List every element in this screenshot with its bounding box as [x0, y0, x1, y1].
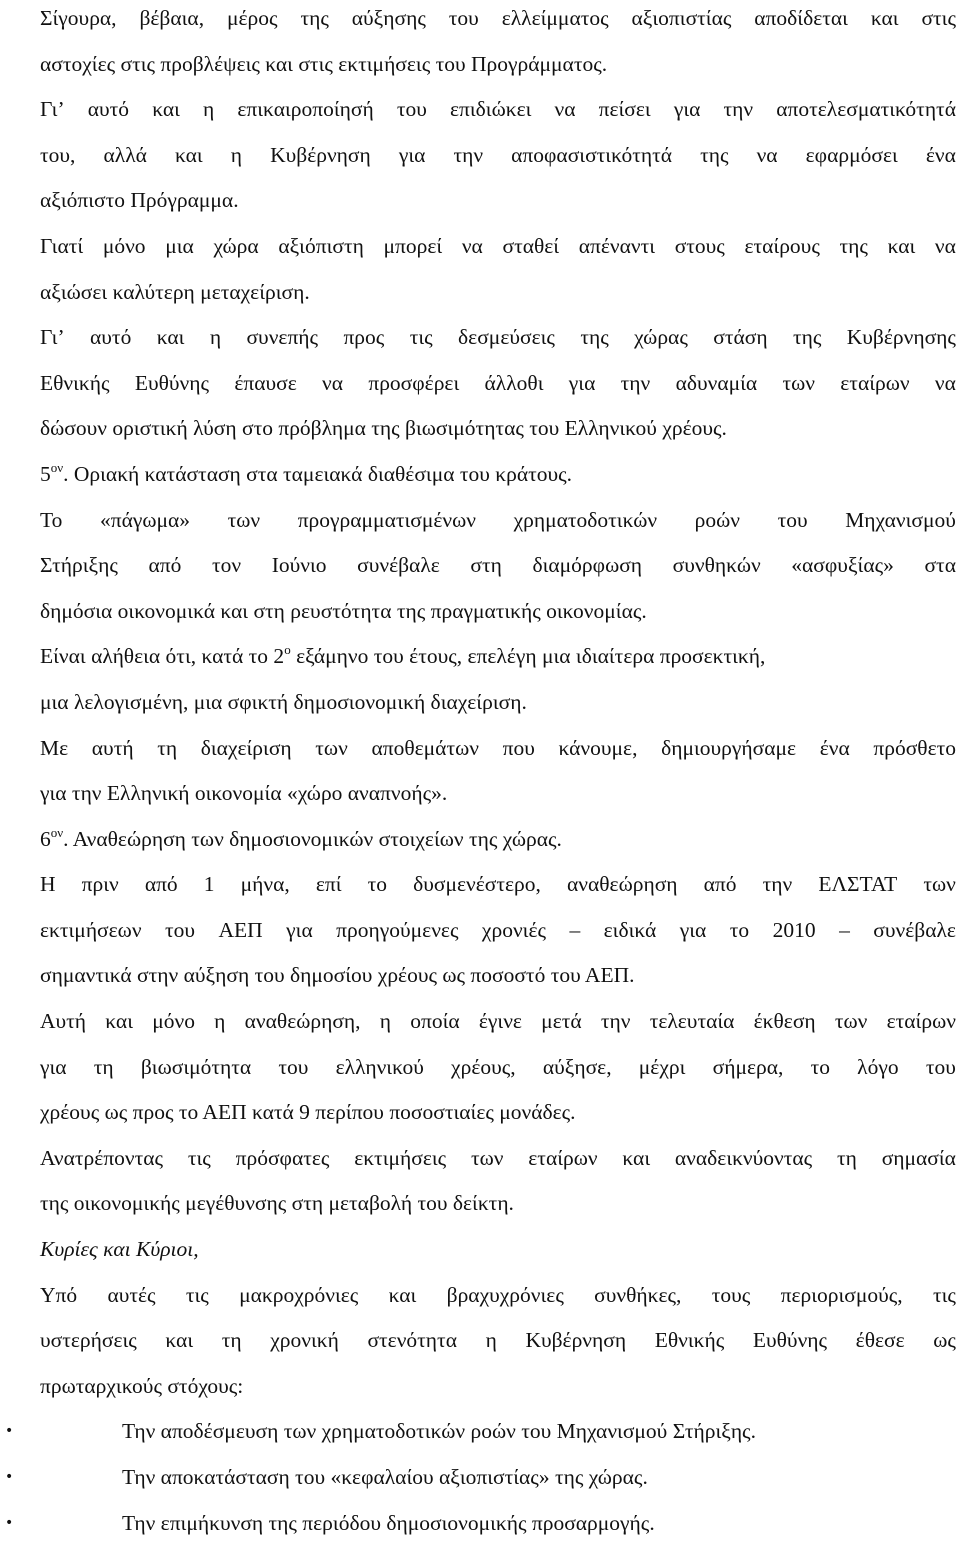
word: Ευθύνης — [134, 370, 210, 395]
word: αποδίδεται — [754, 6, 848, 30]
word: Γιατί — [40, 233, 84, 258]
word: Εθνικής — [654, 1328, 725, 1353]
word: Κυβέρνησης — [846, 325, 956, 350]
word: τη — [221, 1328, 242, 1353]
text-line — [40, 726, 956, 772]
word: έπαυσε — [234, 370, 297, 395]
word: η — [209, 325, 222, 350]
word: και — [388, 1282, 417, 1307]
word: σταθεί — [502, 233, 560, 258]
list-item-text: Την επιμήκυνση της περιόδου δημοσιονομικής προσαρμογής. — [122, 1510, 655, 1535]
word: στάση — [713, 325, 768, 350]
word: εταίρων — [886, 1009, 956, 1034]
word: 1 — [203, 872, 215, 897]
word: ένα — [819, 735, 850, 760]
word: των — [227, 507, 261, 532]
word: αναθεώρηση, — [244, 1009, 361, 1034]
word: του — [165, 917, 196, 942]
word: Ευθύνης — [752, 1328, 828, 1353]
word: πείσει — [598, 97, 651, 122]
word: σήμερα, — [712, 1054, 784, 1079]
word: που — [502, 735, 535, 760]
paragraph-5 — [40, 498, 956, 635]
word: του, — [40, 142, 76, 167]
word: ένα — [925, 142, 956, 167]
word: διαχείριση — [200, 735, 292, 760]
word: από — [703, 872, 737, 897]
goals-list — [5, 1409, 956, 1546]
bullet-icon: • — [5, 1423, 14, 1440]
word: έκθεση — [753, 1009, 816, 1034]
text-line: σημαντικά στην αύξηση του δημοσίου χρέους ως ποσοστό του ΑΕΠ. — [40, 963, 635, 988]
word: ροών — [694, 507, 741, 532]
text-line: δημόσια οικονομικά και στη ρευστότητα της πραγματικής οικονομίας. — [40, 598, 647, 623]
word: τους — [711, 1282, 751, 1307]
word: Αυτή — [40, 1009, 87, 1034]
word: ελλείμματος — [501, 6, 609, 30]
word: ΕΛΣΤΑΤ — [818, 872, 898, 897]
word: της — [700, 142, 729, 167]
heading-number: 6 — [40, 826, 51, 851]
word: για — [673, 97, 701, 122]
word: Κυβέρνηση — [270, 142, 371, 167]
word: προηγούμενες — [336, 917, 459, 942]
heading-text: . Αναθεώρηση των δημοσιονομικών στοιχείων της χώρας. — [63, 826, 562, 851]
word: αύξησε, — [542, 1054, 612, 1079]
paragraph-10 — [40, 1136, 956, 1227]
heading-ordinal: ον — [50, 459, 64, 475]
word: μόνο — [152, 1009, 195, 1034]
word: πρόσθετο — [873, 735, 956, 760]
word: την — [453, 142, 484, 167]
word: Εθνικής — [40, 370, 110, 395]
word: να — [934, 233, 956, 258]
text-line — [40, 0, 956, 42]
text-line — [40, 908, 956, 954]
text-line — [40, 498, 956, 544]
list-item-text: Την αποδέσμευση των χρηματοδοτικών ροών του Μηχανισμού Στήριξης. — [122, 1419, 756, 1444]
word: μήνα, — [240, 872, 290, 897]
word: Μηχανισμού — [845, 507, 956, 532]
word: – — [839, 917, 850, 942]
text-line: πρωταρχικούς στόχους: — [40, 1373, 244, 1398]
word: η — [485, 1328, 497, 1353]
paragraph-9 — [40, 999, 956, 1136]
word: προσφέρει — [368, 370, 460, 395]
word: χρέους, — [451, 1054, 516, 1079]
word: να — [461, 233, 483, 258]
word: υστερήσεις — [40, 1328, 137, 1353]
word: βιωσιμότητα — [140, 1054, 252, 1079]
text-line — [40, 361, 956, 407]
text-line — [40, 1273, 956, 1319]
word: – — [569, 917, 581, 942]
text-fragment: Είναι αλήθεια ότι, κατά το 2 — [40, 644, 285, 669]
word: χρονιές — [481, 917, 546, 942]
word: αδυναμία — [675, 370, 758, 395]
word: αξιοπιστίας — [631, 6, 732, 30]
word: του — [925, 1054, 956, 1079]
word: των — [834, 1009, 868, 1034]
word: εφαρμόσει — [805, 142, 898, 167]
word: αλλά — [103, 142, 147, 167]
word: το — [729, 917, 750, 942]
word: έθεσε — [855, 1328, 905, 1353]
word: διαμόρφωση — [532, 553, 643, 578]
ordinal-sup: ο — [284, 642, 291, 658]
word: Ιούνιο — [271, 553, 327, 578]
salutation: Κυρίες και Κύριοι, — [40, 1237, 199, 1262]
word: την — [723, 97, 754, 122]
section-heading-5 — [40, 452, 956, 498]
word: χώρας — [634, 325, 688, 350]
word: αποφασιστικότητά — [511, 142, 672, 167]
word: τη — [93, 1054, 114, 1079]
paragraph-1 — [40, 0, 956, 87]
text-line: αξιώσει καλύτερη μεταχείριση. — [40, 279, 310, 304]
word: τελευταία — [649, 1009, 735, 1034]
word: μέχρι — [638, 1054, 686, 1079]
text-line: της οικονομικής μεγέθυνσης στη μεταβολή του δείκτη. — [40, 1191, 514, 1216]
text-line: δώσουν οριστική λύση στο πρόβλημα της βιωσιμότητας του Ελληνικού χρέους. — [40, 416, 727, 441]
word: Γι’ — [40, 325, 65, 350]
paragraph-2 — [40, 87, 956, 224]
word: προς — [343, 325, 385, 350]
list-item — [5, 1455, 956, 1501]
word: δημιουργήσαμε — [661, 735, 797, 760]
word: για — [398, 142, 426, 167]
word: και — [105, 1009, 133, 1034]
word: από — [148, 553, 182, 578]
word: Γι’ — [40, 97, 65, 122]
word: δυσμενέστερο, — [413, 872, 541, 897]
word: μια — [165, 233, 194, 258]
word: των — [315, 735, 348, 760]
paragraph-6 — [40, 634, 956, 725]
paragraph-11 — [40, 1273, 956, 1410]
text-line: μια λελογισμένη, μια σφικτή δημοσιονομική διαχείριση. — [40, 689, 527, 714]
word: εταίρων — [840, 370, 910, 395]
word: τις — [409, 325, 433, 350]
word: κάνουμε, — [558, 735, 638, 760]
word: και — [887, 233, 916, 258]
word: για — [286, 917, 313, 942]
word: τις — [185, 1282, 209, 1307]
word: μετά — [541, 1009, 582, 1034]
word: αποτελεσματικότητά — [776, 97, 956, 122]
word: για — [40, 1054, 67, 1079]
text-line — [40, 1045, 956, 1091]
list-item — [5, 1501, 956, 1546]
text-line — [40, 1136, 956, 1182]
word: του — [278, 1054, 309, 1079]
word: της — [792, 325, 822, 350]
word: «ασφυξίας» — [791, 553, 894, 578]
word: αξιόπιστη — [278, 233, 364, 258]
word: προγραμματισμένων — [297, 507, 476, 532]
bullet-icon: • — [5, 1469, 14, 1485]
text-line: για την Ελληνική οικονομία «χώρο αναπνοής». — [40, 781, 448, 806]
word: για — [568, 370, 596, 395]
text-line — [40, 315, 956, 361]
word: ελληνικού — [335, 1054, 424, 1079]
text-line: χρέους ως προς το ΑΕΠ κατά 9 περίπου ποσοστιαίες μονάδες. — [40, 1100, 576, 1125]
word: Με — [40, 735, 69, 760]
word: άλλοθι — [484, 370, 544, 395]
text-line — [40, 224, 956, 270]
word: πρόσφατες — [235, 1145, 330, 1170]
word: στη — [470, 553, 502, 578]
word: των — [923, 872, 956, 897]
word: αυτό — [90, 325, 132, 350]
text-line — [40, 862, 956, 908]
word: η — [379, 1009, 392, 1034]
paragraph-8 — [40, 862, 956, 999]
word: τις — [187, 1145, 211, 1170]
text-line — [40, 133, 956, 179]
word: να — [756, 142, 778, 167]
word: την — [762, 872, 793, 897]
word: του — [396, 97, 427, 122]
text-line — [40, 543, 956, 589]
word: χρηματοδοτικών — [513, 507, 658, 532]
word: αυτό — [87, 97, 130, 122]
paragraph-4 — [40, 315, 956, 452]
word: Το — [40, 507, 63, 532]
word: εκτιμήσεις — [354, 1145, 447, 1170]
word: και — [870, 6, 899, 30]
word: την — [600, 1009, 631, 1034]
word: χώρα — [213, 233, 259, 258]
word: συνθήκες, — [594, 1282, 682, 1307]
word: ΑΕΠ — [218, 917, 263, 942]
word: αποθεμάτων — [371, 735, 479, 760]
word: στα — [924, 553, 956, 578]
word: της — [300, 6, 329, 30]
word: αύξησης — [351, 6, 426, 30]
word: η — [230, 142, 242, 167]
word: να — [934, 370, 956, 395]
word: των — [470, 1145, 504, 1170]
word: πριν — [81, 872, 119, 897]
word: συνθηκών — [672, 553, 761, 578]
heading-ordinal: ον — [50, 824, 64, 840]
word: χρονική — [270, 1328, 339, 1353]
word: βραχυχρόνιες — [446, 1282, 564, 1307]
text-line — [40, 999, 956, 1045]
word: των — [782, 370, 815, 395]
paragraph-3 — [40, 224, 956, 315]
word: της — [839, 233, 868, 258]
list-item — [5, 1409, 956, 1455]
word: το — [367, 872, 388, 897]
heading-number: 5 — [40, 461, 51, 486]
word: επικαιροποίησή — [237, 97, 374, 122]
word: μακροχρόνιες — [239, 1282, 359, 1307]
word: αναθεώρηση — [567, 872, 678, 897]
word: εταίρους — [744, 233, 820, 258]
word: βέβαια, — [139, 6, 205, 30]
word: τη — [837, 1145, 857, 1170]
word: έγινε — [478, 1009, 522, 1034]
word: αυτή — [91, 735, 134, 760]
word: να — [322, 370, 344, 395]
word: επί — [315, 872, 342, 897]
word: και — [156, 325, 185, 350]
word: στους — [674, 233, 725, 258]
word: της — [580, 325, 609, 350]
word: στενότητα — [367, 1328, 457, 1353]
word: του — [448, 6, 479, 30]
paragraph-7 — [40, 726, 956, 817]
word: του — [777, 507, 808, 532]
word: Σίγουρα, — [40, 6, 117, 30]
word: απέναντι — [578, 233, 656, 258]
text-line — [40, 1318, 956, 1364]
text-line: αστοχίες στις προβλέψεις και στις εκτιμήσεις του Προγράμματος. — [40, 51, 608, 76]
word: Ανατρέποντας — [40, 1145, 164, 1170]
text-line — [40, 87, 956, 133]
word: μέρος — [226, 6, 278, 30]
word: και — [174, 142, 203, 167]
word: εταίρων — [528, 1145, 598, 1170]
word: τον — [211, 553, 242, 578]
word: και — [165, 1328, 194, 1353]
word: συνέβαλε — [873, 917, 956, 942]
word: για — [679, 917, 707, 942]
word: συνέβαλε — [357, 553, 440, 578]
text-line — [40, 634, 956, 680]
word: λόγο — [857, 1054, 899, 1079]
word: περιορισμούς, — [780, 1282, 903, 1307]
word: αναδεικνύοντας — [674, 1145, 813, 1170]
word: το — [810, 1054, 830, 1079]
word: Στήριξης — [40, 553, 118, 578]
word: Κυβέρνηση — [525, 1328, 627, 1353]
word: την — [620, 370, 651, 395]
word: η — [203, 97, 215, 122]
document-page — [5, 0, 956, 1546]
text-line: αξιόπιστο Πρόγραμμα. — [40, 188, 239, 213]
word: ως — [933, 1328, 956, 1353]
word: εκτιμήσεων — [40, 917, 142, 942]
word: Υπό — [40, 1282, 78, 1307]
word: δεσμεύσεις — [458, 325, 555, 350]
word: συνεπής — [246, 325, 319, 350]
word: 2010 — [772, 917, 816, 942]
word: στις — [921, 6, 956, 30]
word: σημασία — [881, 1145, 956, 1170]
word: μόνο — [102, 233, 146, 258]
bullet-icon: • — [5, 1514, 14, 1531]
word: από — [144, 872, 178, 897]
word: επιδιώκει — [450, 97, 532, 122]
word: η — [214, 1009, 226, 1034]
word: Η — [40, 872, 56, 897]
list-item-text: Την αποκατάσταση του «κεφαλαίου αξιοπιστίας» της χώρας. — [122, 1465, 648, 1489]
text-fragment: εξάμηνο του έτους, επελέγη μια ιδιαίτερα προσεκτική, — [290, 644, 766, 669]
word: και — [622, 1145, 651, 1170]
word: να — [554, 97, 576, 122]
word: τις — [932, 1282, 956, 1307]
word: αυτές — [107, 1282, 156, 1307]
word: «πάγωμα» — [99, 507, 191, 532]
section-heading-6 — [40, 817, 956, 863]
word: οποία — [410, 1009, 460, 1034]
word: ειδικά — [603, 917, 657, 942]
word: και — [152, 97, 180, 122]
word: τη — [157, 735, 178, 760]
word: μπορεί — [383, 233, 443, 258]
heading-text: . Οριακή κατάσταση στα ταμειακά διαθέσιμα του κράτους. — [63, 461, 573, 486]
